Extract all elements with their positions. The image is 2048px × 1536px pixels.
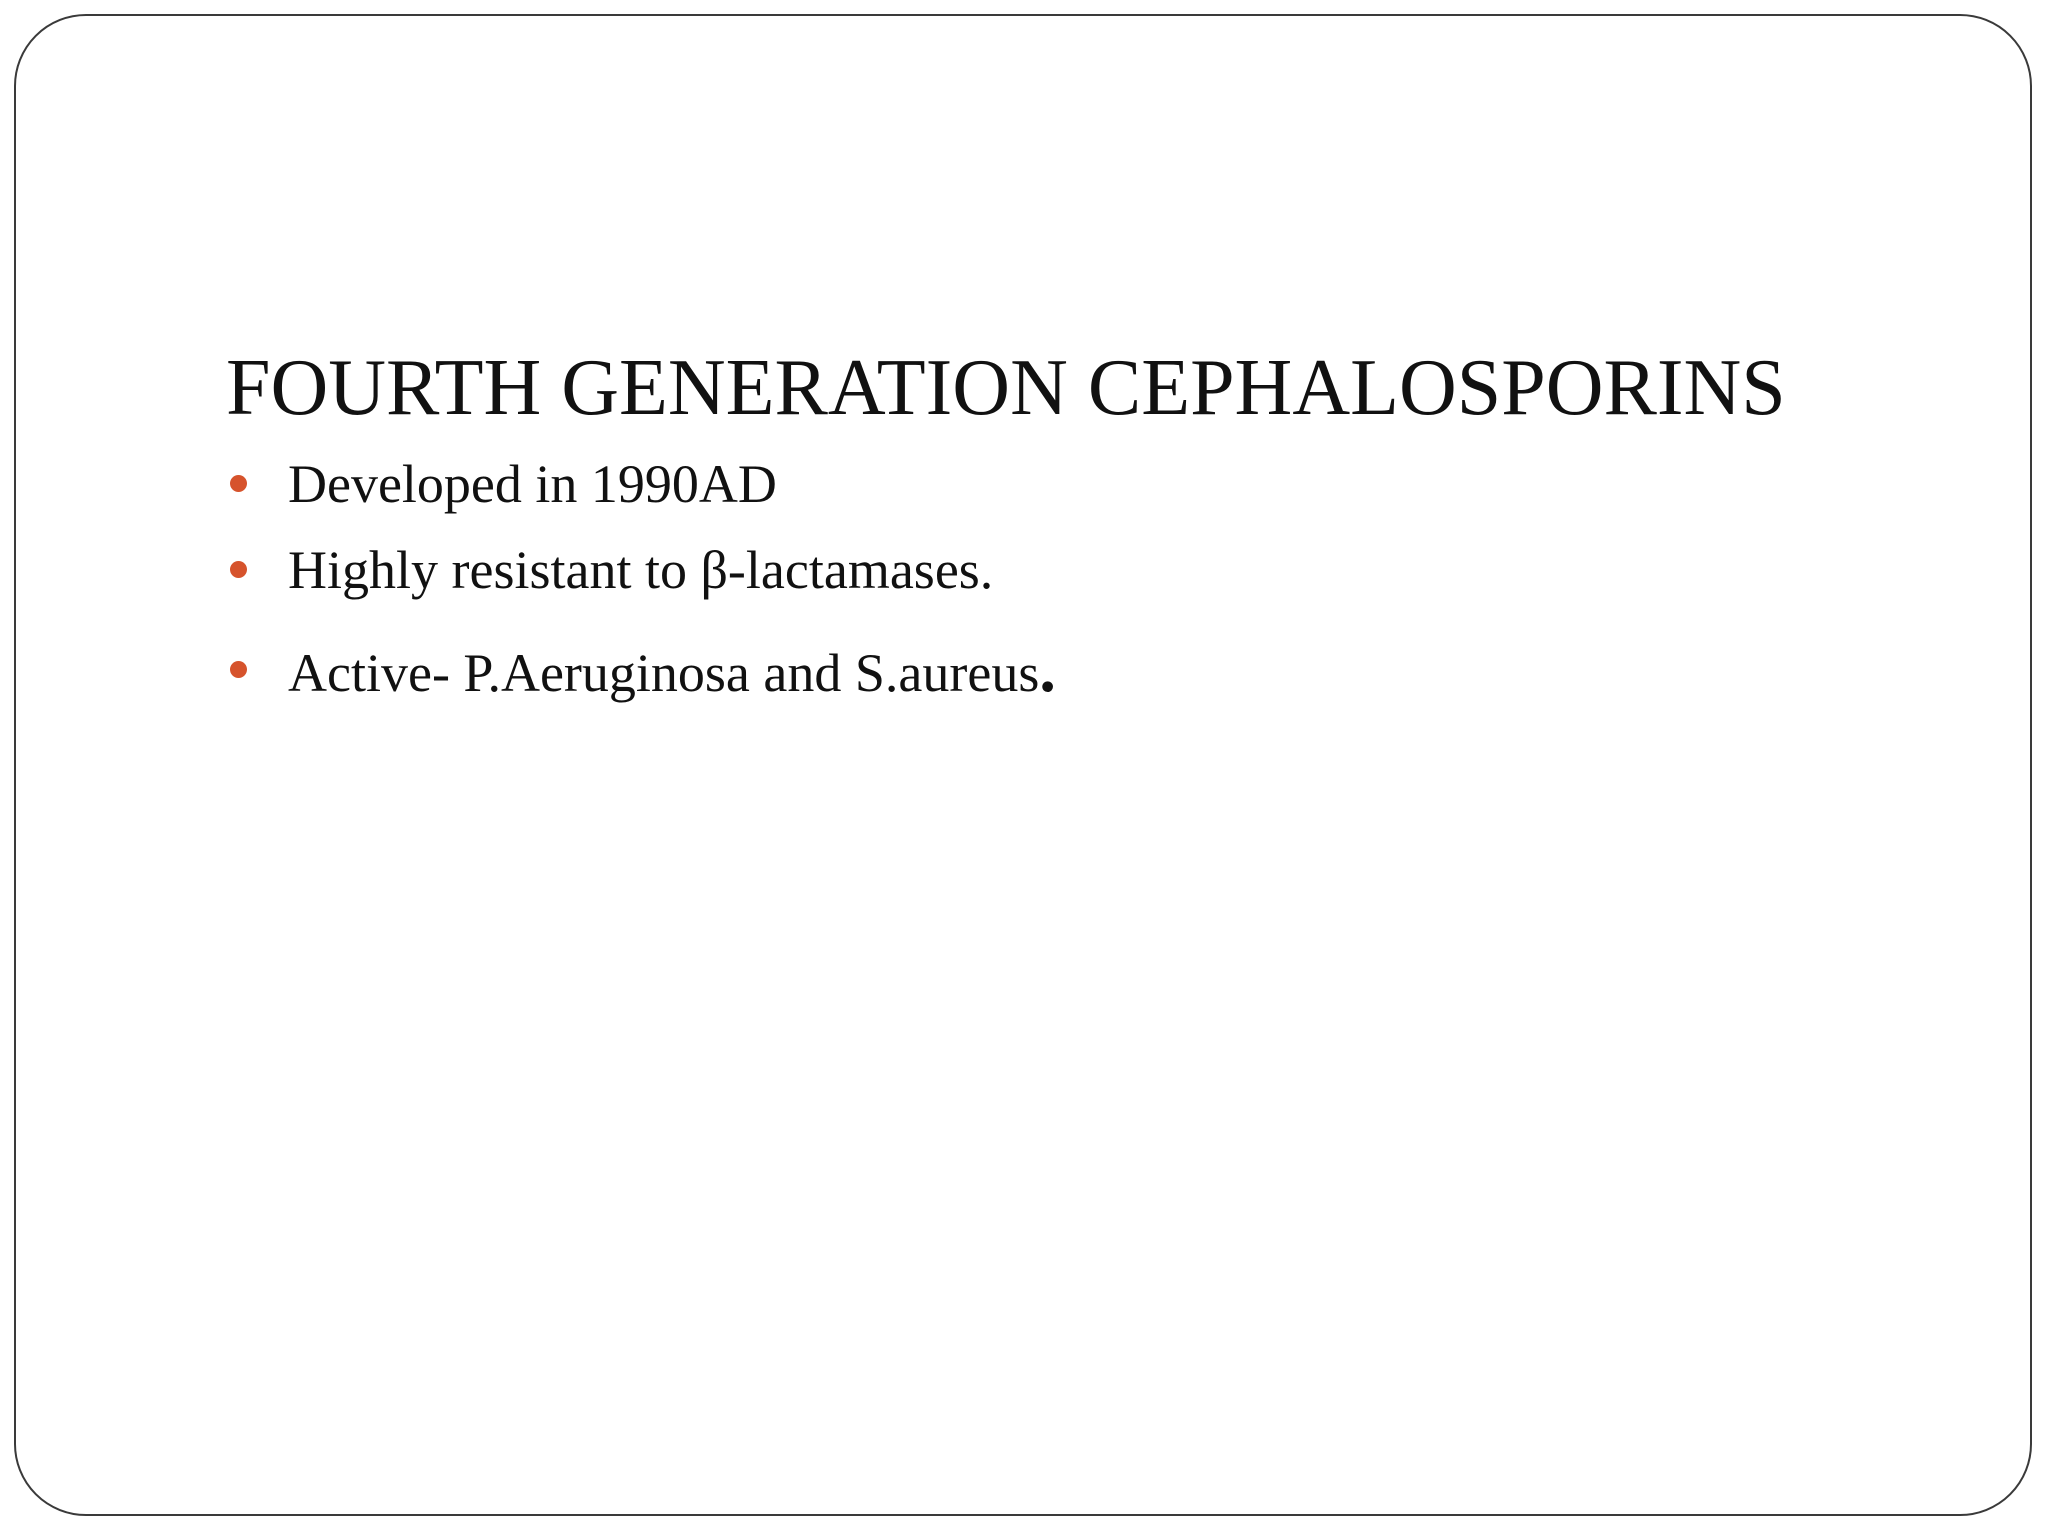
slide-frame <box>14 14 2032 1516</box>
list-item <box>228 633 1056 706</box>
slide-title: FOURTH GENERATION CEPHALOSPORINS <box>226 344 1786 432</box>
bullet-text: Highly resistant to β-lactamases. <box>288 540 994 600</box>
bullet-dot-icon <box>230 661 247 678</box>
bullet-dot-icon <box>230 561 247 578</box>
list-item <box>228 452 1056 516</box>
bullet-text: Developed in 1990AD <box>288 454 777 514</box>
bullet-list <box>228 452 1056 706</box>
bullet-dot-icon <box>230 475 247 492</box>
list-item <box>228 538 1056 602</box>
bullet-text: Active- P.Aeruginosa and S.aureus <box>288 643 1040 703</box>
bullet-suffix: . <box>1039 633 1056 706</box>
